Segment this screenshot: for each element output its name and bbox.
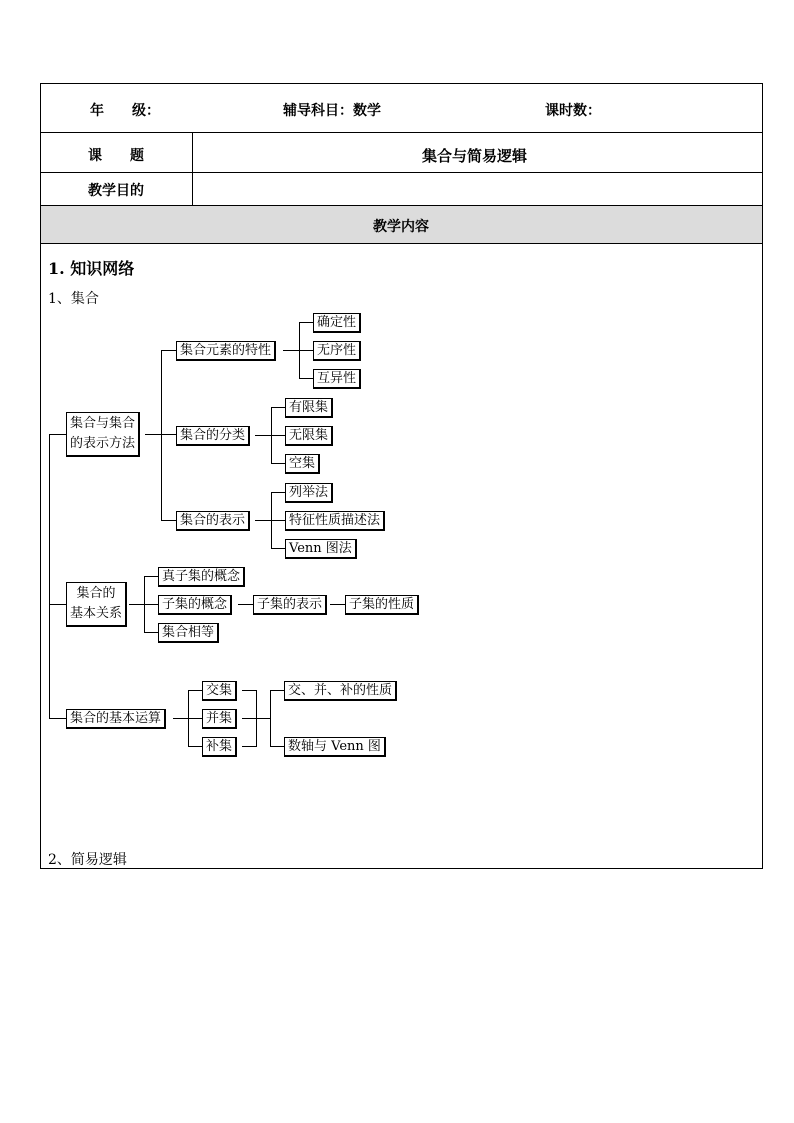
- node-number-line-venn: 数轴与 Venn 图: [284, 737, 386, 757]
- objective-label: 教学目的: [88, 183, 144, 199]
- node-set-representation: 集合与集合 的表示方法: [66, 412, 140, 457]
- node-unordered: 无序性: [313, 341, 361, 361]
- node-set-classification: 集合的分类: [176, 426, 250, 446]
- node-subset-properties: 子集的性质: [345, 595, 419, 615]
- hours-label: 课时数：: [545, 103, 601, 119]
- node-proper-subset: 真子集的概念: [158, 567, 245, 587]
- node-description-method: 特征性质描述法: [285, 511, 385, 531]
- topic-value: 集合与简易逻辑: [422, 147, 528, 165]
- node-finite-set: 有限集: [285, 398, 333, 418]
- topic-label: 课 题: [88, 148, 144, 164]
- node-distinct: 互异性: [313, 369, 361, 389]
- node-set-equality: 集合相等: [158, 623, 219, 643]
- node-infinite-set: 无限集: [285, 426, 333, 446]
- subsection-sets: 1、集合: [48, 291, 99, 307]
- section-title: 1. 知识网络: [48, 259, 135, 278]
- node-set-notation: 集合的表示: [176, 511, 250, 531]
- node-basic-operations: 集合的基本运算: [66, 709, 166, 729]
- node-venn-method: Venn 图法: [285, 539, 357, 559]
- subject-label: 辅导科目：数学: [283, 103, 381, 119]
- content-header: 教学内容: [373, 219, 429, 235]
- node-intersection: 交集: [202, 681, 237, 701]
- node-determinacy: 确定性: [313, 313, 361, 333]
- node-empty-set: 空集: [285, 454, 320, 474]
- node-complement: 补集: [202, 737, 237, 757]
- node-roster-method: 列举法: [285, 483, 333, 503]
- node-basic-relations: 集合的 基本关系: [66, 582, 127, 627]
- node-subset-notation: 子集的表示: [253, 595, 327, 615]
- node-union: 并集: [202, 709, 237, 729]
- node-element-properties: 集合元素的特性: [176, 341, 276, 361]
- grade-label: 年 级：: [90, 103, 160, 119]
- node-operation-properties: 交、并、补的性质: [284, 681, 397, 701]
- subsection-logic: 2、简易逻辑: [48, 852, 127, 868]
- node-subset-concept: 子集的概念: [158, 595, 232, 615]
